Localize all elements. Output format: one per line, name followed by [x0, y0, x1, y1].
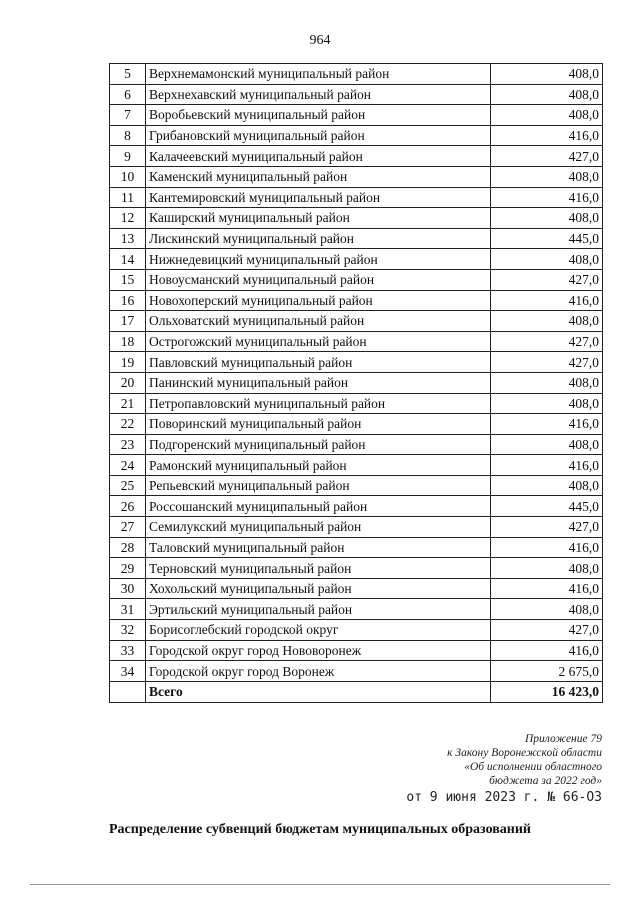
table-row — [110, 434, 603, 455]
table-row — [110, 558, 603, 579]
row-amount: 408,0 — [491, 434, 603, 455]
table-row — [110, 166, 603, 187]
row-amount: 427,0 — [491, 352, 603, 373]
row-number: 28 — [110, 537, 146, 558]
total-row — [110, 681, 603, 702]
row-amount: 416,0 — [491, 455, 603, 476]
law-date-stamp: от 9 июня 2023 г. № 66-ОЗ — [406, 790, 602, 805]
row-number: 26 — [110, 496, 146, 517]
subvention-table — [109, 63, 603, 703]
total-label: Всего — [146, 681, 491, 702]
row-name: Репьевский муниципальный район — [146, 475, 491, 496]
table-row — [110, 352, 603, 373]
table-row — [110, 146, 603, 167]
table-row — [110, 661, 603, 682]
table-row — [110, 393, 603, 414]
row-number: 9 — [110, 146, 146, 167]
row-amount: 408,0 — [491, 84, 603, 105]
row-amount: 408,0 — [491, 64, 603, 85]
row-name: Воробьевский муниципальный район — [146, 105, 491, 126]
table-row — [110, 475, 603, 496]
appendix-note — [447, 732, 602, 788]
table-row — [110, 187, 603, 208]
row-name: Верхнехавский муниципальный район — [146, 84, 491, 105]
table-row — [110, 620, 603, 641]
row-name: Грибановский муниципальный район — [146, 125, 491, 146]
row-amount: 445,0 — [491, 228, 603, 249]
row-amount: 408,0 — [491, 311, 603, 332]
table-row — [110, 455, 603, 476]
row-amount: 408,0 — [491, 208, 603, 229]
row-number: 34 — [110, 661, 146, 682]
appendix-line: Приложение 79 — [524, 733, 602, 745]
row-name: Лискинский муниципальный район — [146, 228, 491, 249]
table-row — [110, 290, 603, 311]
table-row — [110, 249, 603, 270]
row-number: 15 — [110, 269, 146, 290]
row-amount: 416,0 — [491, 414, 603, 435]
row-number: 6 — [110, 84, 146, 105]
row-amount: 427,0 — [491, 620, 603, 641]
section-title: Распределение субвенций бюджетам муниципальных образований — [109, 822, 531, 837]
row-amount: 408,0 — [491, 166, 603, 187]
table-row — [110, 311, 603, 332]
row-name: Острогожский муниципальный район — [146, 331, 491, 352]
row-number: 10 — [110, 166, 146, 187]
table-row — [110, 269, 603, 290]
row-amount: 416,0 — [491, 290, 603, 311]
row-amount: 416,0 — [491, 537, 603, 558]
row-name: Калачеевский муниципальный район — [146, 146, 491, 167]
row-amount: 427,0 — [491, 146, 603, 167]
row-name: Поворинский муниципальный район — [146, 414, 491, 435]
row-name: Городской округ город Воронеж — [146, 661, 491, 682]
row-number: 14 — [110, 249, 146, 270]
row-amount: 416,0 — [491, 578, 603, 599]
row-number: 29 — [110, 558, 146, 579]
row-name: Борисоглебский городской округ — [146, 620, 491, 641]
row-number: 8 — [110, 125, 146, 146]
row-amount: 408,0 — [491, 393, 603, 414]
row-number: 18 — [110, 331, 146, 352]
row-number: 20 — [110, 372, 146, 393]
row-name: Павловский муниципальный район — [146, 352, 491, 373]
row-amount: 408,0 — [491, 599, 603, 620]
row-number: 33 — [110, 640, 146, 661]
row-number: 22 — [110, 414, 146, 435]
table-row — [110, 228, 603, 249]
row-name: Новоусманский муниципальный район — [146, 269, 491, 290]
table-row — [110, 372, 603, 393]
row-amount: 427,0 — [491, 517, 603, 538]
row-number: 7 — [110, 105, 146, 126]
row-number: 25 — [110, 475, 146, 496]
table-row — [110, 84, 603, 105]
row-name: Рамонский муниципальный район — [146, 455, 491, 476]
table-row — [110, 125, 603, 146]
row-name: Каменский муниципальный район — [146, 166, 491, 187]
appendix-line: «Об исполнении областного — [464, 761, 602, 773]
table-row — [110, 537, 603, 558]
row-number: 27 — [110, 517, 146, 538]
row-number: 16 — [110, 290, 146, 311]
row-name: Семилукский муниципальный район — [146, 517, 491, 538]
row-amount: 427,0 — [491, 269, 603, 290]
row-number: 21 — [110, 393, 146, 414]
table-row — [110, 599, 603, 620]
table-row — [110, 105, 603, 126]
table-row — [110, 640, 603, 661]
row-amount: 408,0 — [491, 105, 603, 126]
row-name: Нижнедевицкий муниципальный район — [146, 249, 491, 270]
row-name: Хохольский муниципальный район — [146, 578, 491, 599]
row-name: Кантемировский муниципальный район — [146, 187, 491, 208]
total-amount: 16 423,0 — [491, 681, 603, 702]
row-number: 11 — [110, 187, 146, 208]
row-number: 13 — [110, 228, 146, 249]
row-number: 19 — [110, 352, 146, 373]
bottom-divider — [30, 884, 610, 885]
row-name: Ольховатский муниципальный район — [146, 311, 491, 332]
row-amount: 416,0 — [491, 125, 603, 146]
row-amount: 408,0 — [491, 475, 603, 496]
row-name: Подгоренский муниципальный район — [146, 434, 491, 455]
row-amount: 416,0 — [491, 187, 603, 208]
table-row — [110, 517, 603, 538]
row-amount: 408,0 — [491, 249, 603, 270]
row-amount: 2 675,0 — [491, 661, 603, 682]
row-number: 32 — [110, 620, 146, 641]
row-name: Терновский муниципальный район — [146, 558, 491, 579]
row-amount: 408,0 — [491, 558, 603, 579]
table-row — [110, 64, 603, 85]
row-number: 5 — [110, 64, 146, 85]
row-name: Верхнемамонский муниципальный район — [146, 64, 491, 85]
row-number: 23 — [110, 434, 146, 455]
page-number: 964 — [309, 33, 331, 48]
appendix-line: к Закону Воронежской области — [447, 747, 602, 759]
row-name: Петропавловский муниципальный район — [146, 393, 491, 414]
table-row — [110, 208, 603, 229]
table-row — [110, 414, 603, 435]
row-number: 17 — [110, 311, 146, 332]
row-amount: 408,0 — [491, 372, 603, 393]
row-name: Россошанский муниципальный район — [146, 496, 491, 517]
row-name: Панинский муниципальный район — [146, 372, 491, 393]
row-amount: 445,0 — [491, 496, 603, 517]
row-name: Эртильский муниципальный район — [146, 599, 491, 620]
row-name: Городской округ город Нововоронеж — [146, 640, 491, 661]
table-body — [110, 64, 603, 703]
row-name: Новохоперский муниципальный район — [146, 290, 491, 311]
row-number: 30 — [110, 578, 146, 599]
table-row — [110, 496, 603, 517]
table-row — [110, 578, 603, 599]
table-row — [110, 331, 603, 352]
total-number-cell — [110, 681, 146, 702]
row-number: 31 — [110, 599, 146, 620]
row-name: Таловский муниципальный район — [146, 537, 491, 558]
row-number: 24 — [110, 455, 146, 476]
row-number: 12 — [110, 208, 146, 229]
row-amount: 427,0 — [491, 331, 603, 352]
appendix-line: бюджета за 2022 год» — [489, 775, 602, 787]
row-name: Каширский муниципальный район — [146, 208, 491, 229]
row-amount: 416,0 — [491, 640, 603, 661]
